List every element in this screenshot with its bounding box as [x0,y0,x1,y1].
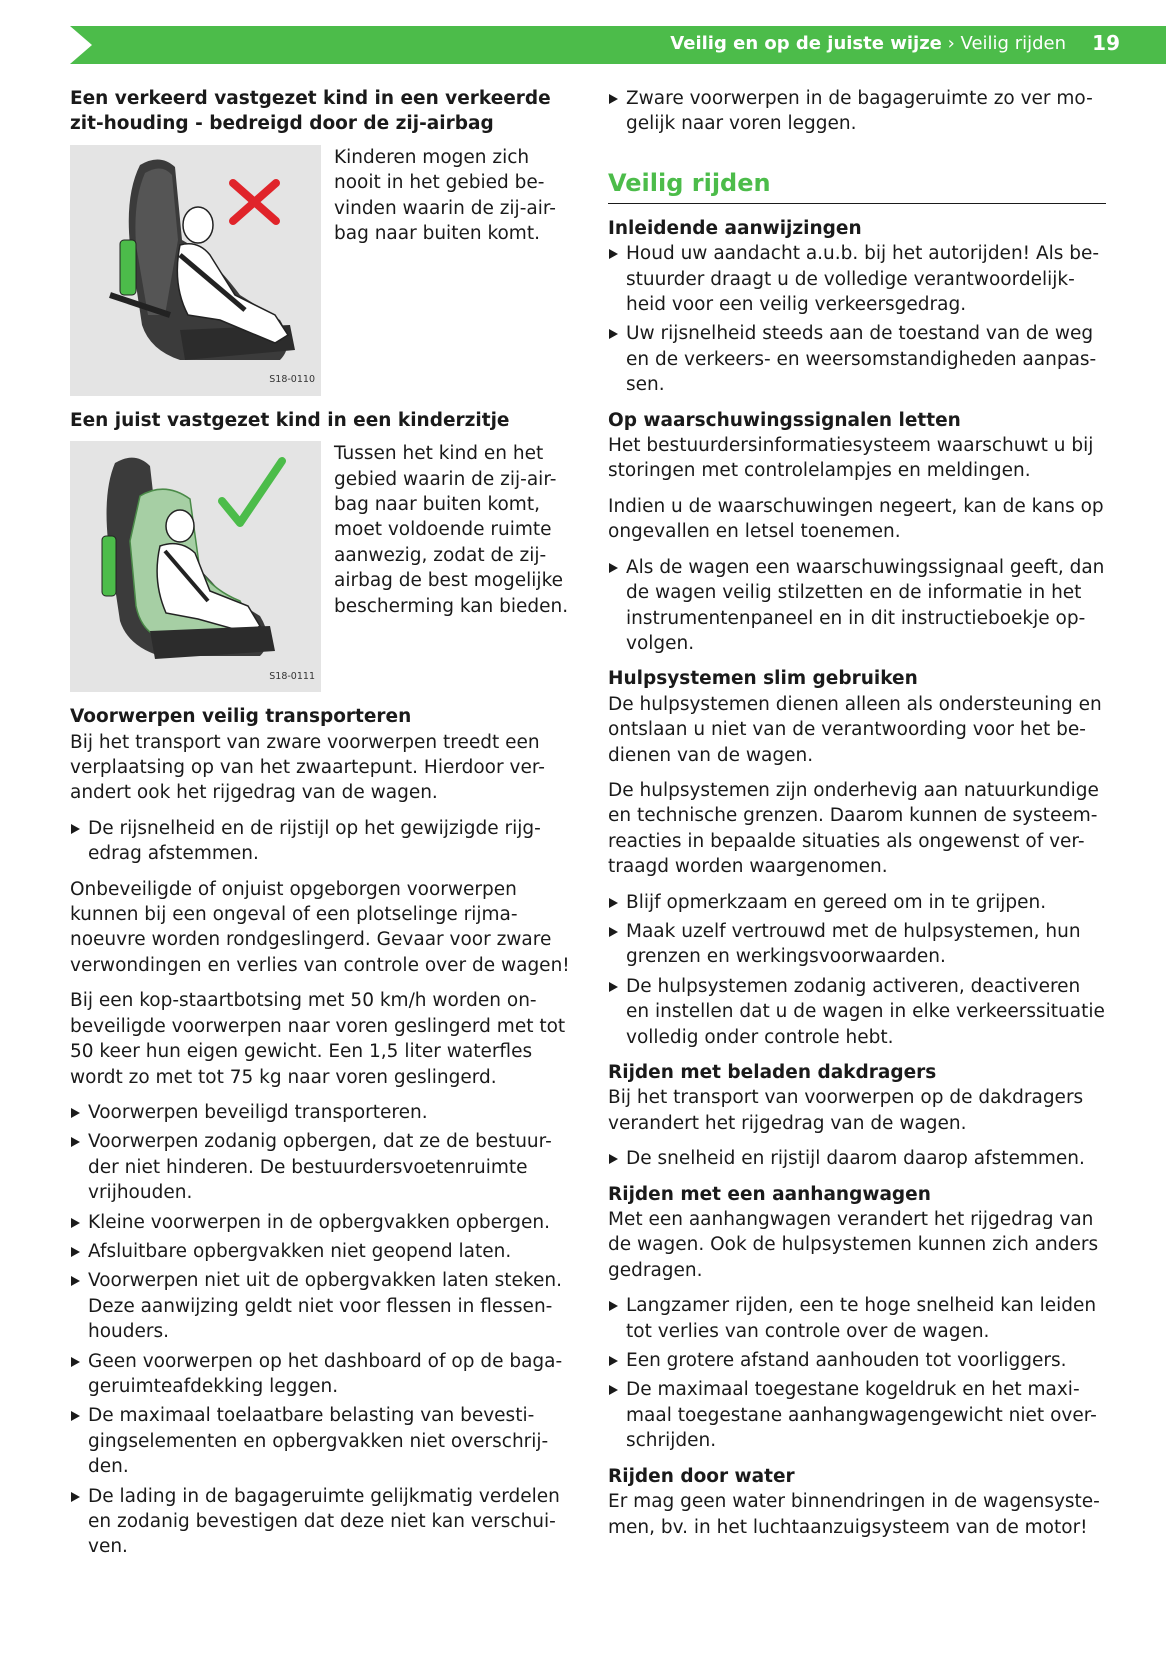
list-item: Voorwerpen niet uit de opbergvakken laten steken. Deze aanwijzing geldt niet voor flessen in flessen-houders. [70,1268,576,1344]
water-paragraph-1: Er mag geen water binnendringen in de wagensyste-men, bv. in het luchtaanzuigsysteem van de motor! [608,1491,1100,1538]
transport-paragraph-3: Bij een kop-staartbotsing met 50 km/h worden on-beveiligde voorwerpen naar voren geslingerd met tot 50 keer hun eigen gewicht. Een 1,5 liter waterfles wordt zo met tot 75 kg naar voren geslingerd. [70,990,566,1088]
list-item: Uw rijsnelheid steeds aan de toestand van de weg en de verkeers- en weersomstandigheden aanpas-sen. [608,321,1106,397]
left-column [70,86,576,1570]
list-item: Voorwerpen zodanig opbergen, dat ze de bestuur-der niet hinderen. De bestuurdersvoetenruimte vrijhouden. [70,1129,576,1205]
breadcrumb-separator: › [941,33,961,54]
figure2-block [70,441,576,692]
assist-paragraph-2: De hulpsystemen zijn onderhevig aan natuurkundige en technische grenzen. Daarom kunnen de systeem-reacties in bepaalde situaties als ongewenst of ver-traagd worden waargenomen. [608,779,1099,878]
cross-icon [233,183,276,221]
warnings-paragraph-1: Het bestuurdersinformatiesysteem waarschuwt u bij storingen met controlelampjes en meldingen. [608,435,1094,482]
trailer-heading: Rijden met een aanhangwagen [608,1183,931,1205]
figure2-heading: Een juist vastgezet kind in een kinderzitje [70,409,510,431]
roof-paragraph-1: Bij het transport van voorwerpen op de dakdragers verandert het rijgedrag van de wagen. [608,1087,1084,1134]
list-item: Voorwerpen beveiligd transporteren. [70,1100,576,1125]
transport-paragraph-1: Bij het transport van zware voorwerpen treedt een verplaatsing op van het zwaartepunt. Hierdoor ver-andert ook het rijgedrag van de wagen. [70,731,545,804]
assist-paragraph-1: De hulpsystemen dienen alleen als ondersteuning en ontslaan u niet van de verantwoording voor het be-dienen van de wagen. [608,693,1102,766]
header-notch [70,26,92,64]
list-item: Langzamer rijden, een te hoge snelheid kan leiden tot verlies van controle over de wagen. [608,1293,1106,1344]
transport-bullets-1 [70,816,576,867]
warnings-bullets [608,555,1106,657]
water-heading: Rijden door water [608,1465,795,1487]
list-item: De hulpsystemen zodanig activeren, deactiveren en instellen dat u de wagen in elke verkeerssituatie volledig onder controle hebt. [608,974,1106,1050]
intro-heading: Inleidende aanwijzingen [608,217,862,239]
transport-paragraph-2: Onbeveiligde of onjuist opgeborgen voorwerpen kunnen bij een ongeval of een plotselinge rijma-noeuvre worden rondgeslingerd. Gevaar voor zware verwondingen en verlies van controle over de wagen! [70,878,570,976]
assist-bullets [608,890,1106,1050]
breadcrumb [670,33,1066,54]
figure1-caption: Kinderen mogen zich nooit in het gebied be-vinden waarin de zij-air-bag naar buiten komt. [334,146,556,245]
seat-wrong-illustration [70,145,321,396]
list-item: Maak uzelf vertrouwd met de hulpsystemen, hun grenzen en werkingsvoorwaarden. [608,919,1106,970]
trailer-paragraph-1: Met een aanhangwagen verandert het rijgedrag van de wagen. Ook de hulpsystemen kunnen zich anders gedragen. [608,1209,1099,1281]
warnings-heading: Op waarschuwingssignalen letten [608,409,961,431]
list-item: Afsluitbare opbergvakken niet geopend laten. [70,1239,576,1264]
roof-bullets [608,1146,1106,1171]
page-number: 19 [1092,31,1120,55]
breadcrumb-chapter: Veilig en op de juiste wijze [670,33,942,54]
check-icon [222,461,282,523]
right-column [608,86,1106,1550]
seat-correct-illustration [70,441,321,692]
list-item: De rijsnelheid en de rijstijl op het gewijzigde rijg-edrag afstemmen. [70,816,576,867]
list-item: Geen voorwerpen op het dashboard of op de baga-geruimteafdekking leggen. [70,1349,576,1400]
list-item: De lading in de bagageruimte gelijkmatig verdelen en zodanig bevestigen dat deze niet kan verschui-ven. [70,1484,576,1560]
list-item: Als de wagen een waarschuwingssignaal geeft, dan de wagen veilig stilzetten en de informatie in het instrumentenpaneel en in dit instructieboekje op-volgen. [608,555,1106,657]
figure1-heading: Een verkeerd vastgezet kind in een verkeerde zit-houding - bedreigd door de zij-airbag [70,88,551,135]
list-item: Kleine voorwerpen in de opbergvakken opbergen. [70,1210,576,1235]
assist-heading: Hulpsystemen slim gebruiken [608,668,918,690]
figure2-code: S18-0111 [269,670,315,682]
figure1-code: S18-0110 [269,374,315,386]
intro-bullets [608,241,1106,397]
roof-heading: Rijden met beladen dakdragers [608,1062,937,1083]
list-item: Blijf opmerkzaam en gereed om in te grijpen. [608,890,1106,915]
section-title: Veilig rijden [608,167,1106,204]
figure1-illustration [70,145,321,396]
list-item: De maximaal toelaatbare belasting van bevesti-gingselementen en opbergvakken niet overschrij-den. [70,1403,576,1479]
figure2-illustration [70,441,321,692]
list-item: Een grotere afstand aanhouden tot voorliggers. [608,1348,1106,1373]
list-item: De snelheid en rijstijl daarom daarop afstemmen. [608,1146,1106,1171]
warnings-paragraph-2: Indien u de waarschuwingen negeert, kan de kans op ongevallen en letsel toenemen. [608,495,1104,543]
transport-heading: Voorwerpen veilig transporteren [70,706,412,728]
list-item: De maximaal toegestane kogeldruk en het maxi-maal toegestane aanhangwagengewicht niet over-schrijden. [608,1377,1106,1453]
trailer-bullets [608,1293,1106,1453]
figure2-caption: Tussen het kind en het gebied waarin de zij-air-bag naar buiten komt, moet voldoende ruimte aanwezig, zodat de zij-airbag de best mogelijke bescherming kan bieden. [334,443,569,617]
list-item: Houd uw aandacht a.u.b. bij het autorijden! Als be-stuurder draagt u de volledige verantwoordelijk-heid voor een veilig verkeersgedrag. [608,241,1106,317]
transport-bullets-2 [70,1100,576,1560]
figure1-block [70,145,576,396]
list-item: Zware voorwerpen in de bagageruimte zo ver mo-gelijk naar voren leggen. [608,86,1106,137]
breadcrumb-section: Veilig rijden [960,33,1066,54]
cargo-bullets [608,86,1106,137]
